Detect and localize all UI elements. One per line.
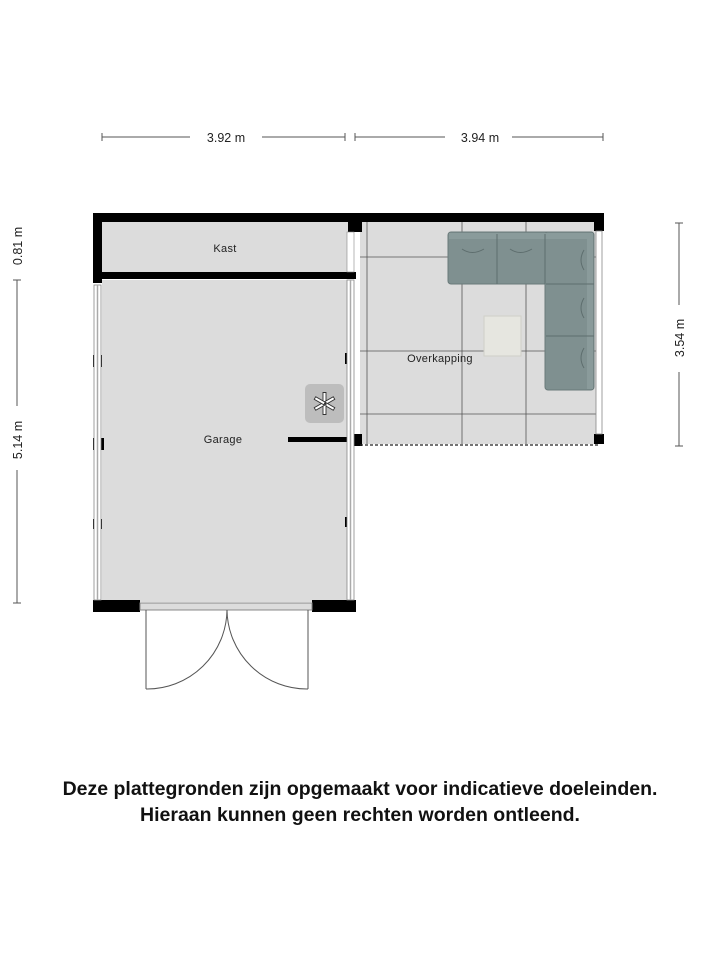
room-label-garage: Garage bbox=[203, 434, 243, 446]
coffee-table bbox=[484, 316, 521, 356]
room-label-kast: Kast bbox=[213, 243, 237, 255]
ceiling-fan-icon bbox=[305, 384, 344, 423]
disclaimer-line-2: Hieraan kunnen geen rechten worden ontleend. bbox=[140, 804, 580, 826]
room-label-overkapping: Overkapping bbox=[407, 353, 473, 365]
window-strip-left bbox=[94, 285, 101, 600]
window-strip-middle bbox=[347, 232, 354, 600]
dimension-left-upper-label: 0.81 m bbox=[11, 226, 25, 266]
disclaimer bbox=[0, 776, 720, 828]
overkapping-right-edge bbox=[596, 231, 602, 434]
dimension-top-left-label: 3.92 m bbox=[206, 131, 246, 145]
dimension-top-right-label: 3.94 m bbox=[460, 131, 500, 145]
dimension-left-lower-label: 5.14 m bbox=[11, 420, 25, 460]
double-door bbox=[140, 603, 312, 689]
dimension-right-label: 3.54 m bbox=[673, 318, 687, 358]
disclaimer-line-1: Deze plattegronden zijn opgemaakt voor indicatieve doeleinden. bbox=[62, 778, 658, 800]
